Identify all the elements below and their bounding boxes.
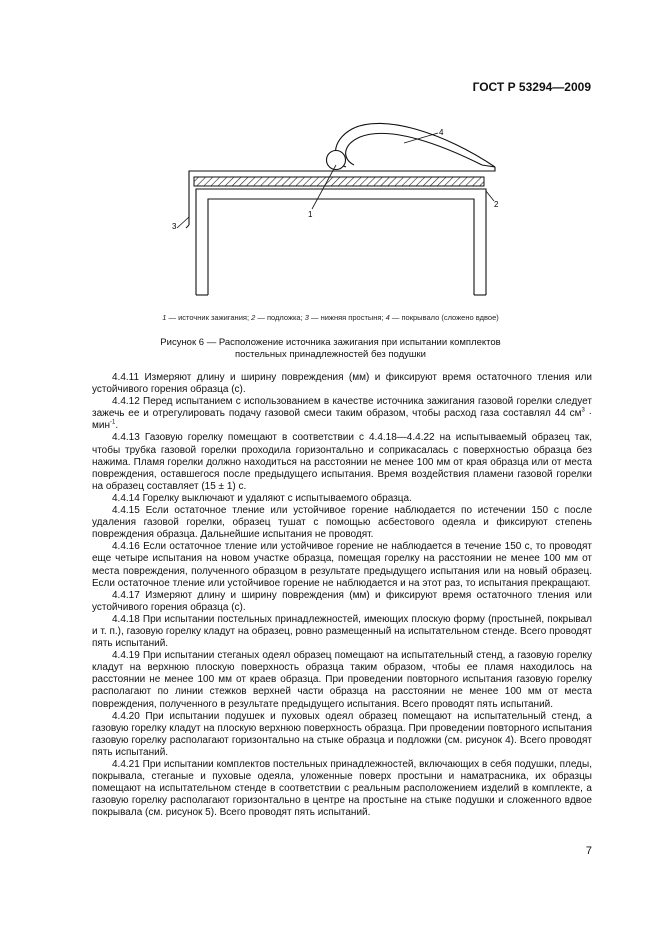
test-stand-outer: [196, 189, 486, 295]
paragraph-4-4-14: 4.4.14 Горелку выключают и удаляют с испытываемого образца.: [112, 492, 412, 504]
paragraph-4-4-19: 4.4.19 При испытании стеганых одеял образец помещают на испытательный стенд, а газовую горелку кладут на верхнюю плоскую поверхность образца таким образом, чтобы ее пламя находилось на расстоянии не менее 100 мм от краев образца. При проведении повторного испытания газовую горелку располагают по линии стежков верхней части образца на расстоянии не менее 100 мм от места повреждения, полученного в результате предыдущего испытания. Всего проводят пять испытаний.: [92, 650, 592, 710]
label-1: 1: [308, 210, 313, 219]
paragraph-4-4-15: 4.4.15 Если остаточное тление или устойчивое горение наблюдается по истечении 150 с после удаления газовой горелки, образец тушат с помощью асбестового одеяла и фиксируют степень повреждения образца. Дальнейшие испытания не проводят.: [92, 505, 592, 541]
folded-coverlet-inner: [346, 133, 482, 165]
figure-legend: [0, 313, 661, 322]
test-stand-drawing: [150, 105, 530, 315]
standard-code: ГОСТ Р 53294—2009: [472, 80, 591, 94]
paragraph-4-4-13: 4.4.13 Газовую горелку помещают в соответствии с 4.4.18—4.4.22 на испытываемый образец так, чтобы трубка газовой горелки проходила горизонтально и соприкасалась с поверхностью образца без нажима. Пламя горелки должно находиться на расстоянии не менее 100 мм от края образца или от места повреждения, оставшегося после предыдущего испытания. Время воздействия пламени газовой горелки на образец составляет (15 ± 1) с.: [92, 432, 592, 492]
paragraph-4-4-11: 4.4.11 Измеряют длину и ширину повреждения (мм) и фиксируют время остаточного тления или устойчивого горения образца (с).: [92, 372, 592, 396]
legend-num-1: 1: [162, 313, 167, 322]
paragraph-4-4-18: 4.4.18 При испытании постельных принадлежностей, имеющих плоскую форму (простыней, покрывал и т. п.), газовую горелку кладут на образец, ровно размещенный на испытательном стенде. Всего проводят пять испытаний.: [92, 613, 592, 650]
paragraph-4-4-17: 4.4.17 Измеряют длину и ширину повреждения (мм) и фиксируют время остаточного тления или устойчивого горения образца (с).: [92, 589, 592, 613]
folded-coverlet-outer: [335, 123, 495, 167]
paragraph-4-4-12-text: 4.4.12 Перед испытанием с использованием в качестве источника зажигания газовой горелки следует зажечь ее и отрегулировать подачу газовой смеси таким образом, чтобы расход газа составлял 44 см: [92, 396, 592, 420]
bottom-sheet-tail: [186, 225, 189, 228]
legend-text-1: — источник зажигания;: [166, 313, 252, 322]
paragraph-4-4-21: 4.4.21 При испытании комплектов постельных принадлежностей, включающих в себя подушки, пледы, покрывала, стеганые и пуховые одеяла, уложенные поверх простыни и наматрасника, их образцы помещают на испытательном стенде в соответствии с реальным расположением изделий в комплекте, а газовую горелку располагают горизонтально в центре на простыне на стыке подушки и сложенного вдвое покрывала (см. рисунок 5). Всего проводят пять испытаний.: [92, 759, 592, 819]
unit-sup-min-1: -1: [109, 420, 116, 427]
unit-sup-cm3: 3: [581, 407, 585, 414]
page-number: 7: [585, 845, 592, 857]
unit-end: .: [115, 420, 119, 432]
caption-line-1: Рисунок 6 — Расположение источника зажигания при испытании комплектов: [160, 337, 501, 348]
paragraph-4-4-20: 4.4.20 При испытании подушек и пуховых одеял образец помещают на испытательный стенд, а газовую горелку кладут на плоскую верхнюю поверхность образца. При проведении повторного испытания газовую горелку располагают горизонтально на стыке образца и подложки (см. рисунок 4). Всего проводят пять испытаний.: [92, 710, 592, 758]
figure-6-diagram: [150, 105, 530, 315]
substrate: [194, 177, 484, 186]
label-3: 3: [172, 222, 177, 231]
bottom-sheet: [189, 167, 495, 225]
test-stand-inner: [208, 199, 474, 295]
legend-num-2: 2: [251, 313, 256, 322]
body-text: [92, 372, 592, 819]
legend-num-3: 3: [304, 313, 309, 322]
unit-per-min: · мин: [92, 408, 593, 432]
ignition-source: [327, 151, 346, 170]
figure-caption: [0, 337, 661, 361]
legend-text-4: — покрывало (сложено вдвое): [389, 313, 499, 322]
paragraph-4-4-16: 4.4.16 Если остаточное тление или устойчивое горение не наблюдается в течение 150 с, то проводят еще четыре испытания на новом участке образца, помещая горелку на расстоянии не менее 100 мм от места повреждения, полученного образцом в результате предыдущего испытания или на новый образец. Если остаточное тление или устойчивое горение не наблюдается и на этот раз, то испытания прекращают.: [92, 541, 592, 589]
legend-text-3: — нижняя простыня;: [308, 313, 386, 322]
paragraph-4-4-12: [92, 396, 592, 432]
label-4: 4: [439, 128, 444, 137]
label-2: 2: [494, 200, 499, 209]
caption-line-2: постельных принадлежностей без подушки: [235, 349, 426, 360]
legend-text-2: — подложка;: [255, 313, 305, 322]
legend-num-4: 4: [385, 313, 390, 322]
